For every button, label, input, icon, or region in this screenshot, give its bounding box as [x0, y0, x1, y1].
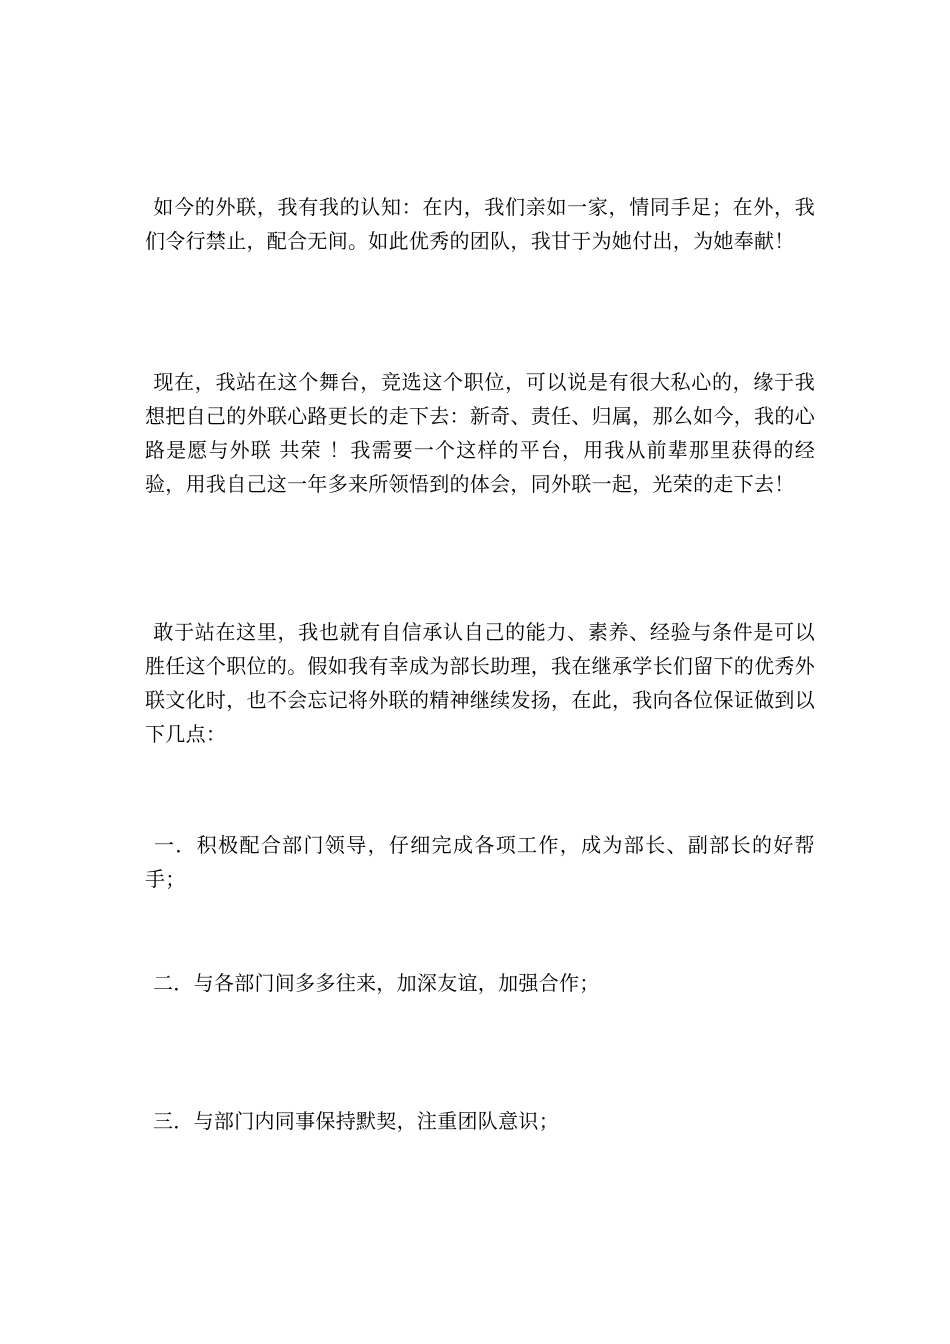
list-item-three	[145, 1104, 815, 1138]
paragraph-text: 现在，我站在这个舞台，竞选这个职位，可以说是有很大私心的，缘于我想把自己的外联心路更长的走下去：新奇、责任、归属，那么如今，我的心路是愿与外联 共荣 ！我需要一个这样的平台，用我从前辈那里获得的经验，用我自己这一年多来所领悟到的体会，同外联一起，光荣的走下去！	[145, 370, 815, 496]
paragraph-text: 如今的外联，我有我的认知：在内，我们亲如一家，情同手足；在外，我们令行禁止，配合无间。如此优秀的团队，我甘于为她付出，为她奉献！	[145, 195, 815, 253]
list-item-two	[145, 966, 815, 1000]
list-item-text: 三．与部门内同事保持默契，注重团队意识；	[153, 1109, 559, 1133]
paragraph-confidence	[145, 615, 815, 751]
paragraph-motivation	[145, 365, 815, 501]
paragraph-understanding	[145, 190, 815, 258]
list-item-text: 一．积极配合部门领导，仔细完成各项工作，成为部长、副部长的好帮手；	[145, 833, 815, 891]
list-item-one	[145, 828, 815, 896]
paragraph-text: 敢于站在这里，我也就有自信承认自己的能力、素养、经验与条件是可以胜任这个职位的。假如我有幸成为部长助理，我在继承学长们留下的优秀外联文化时，也不会忘记将外联的精神继续发扬，在此，我向各位保证做到以下几点：	[145, 620, 815, 746]
list-item-text: 二．与各部门间多多往来，加深友谊，加强合作；	[153, 971, 600, 995]
